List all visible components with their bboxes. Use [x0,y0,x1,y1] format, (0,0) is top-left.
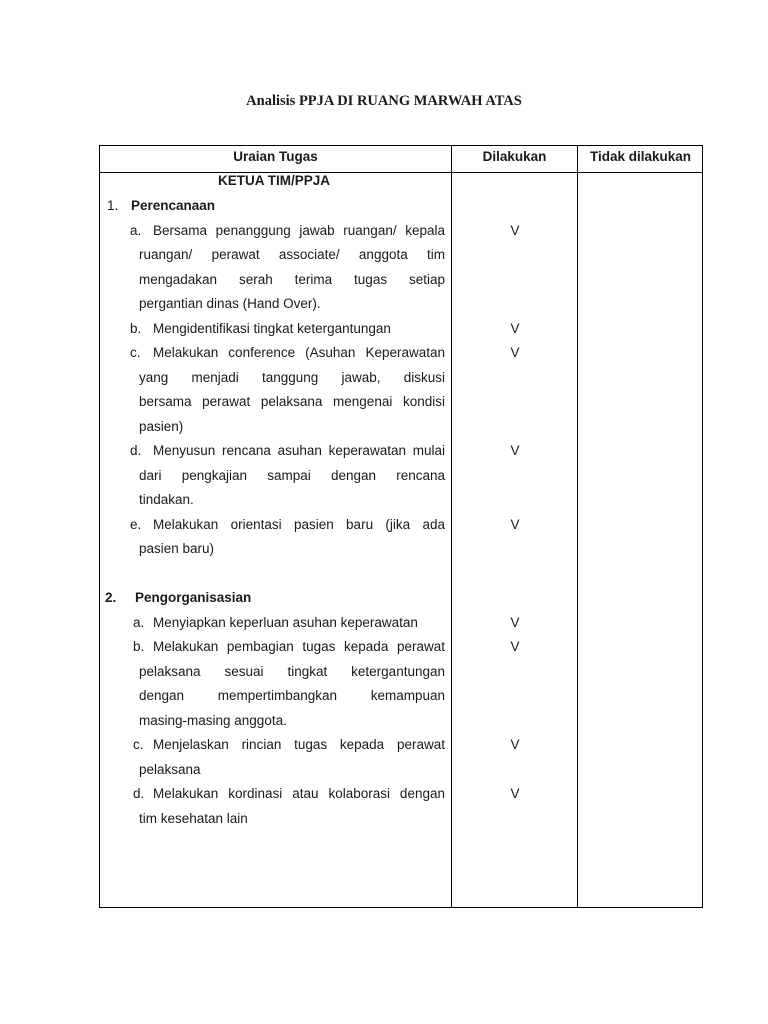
item-text-line: tindakan. [139,492,194,507]
item-text-line: Melakukan orientasi pasien baru (jika ada [153,516,445,532]
document-title: Analisis PPJA DI RUANG MARWAH ATAS [246,93,522,109]
item-text-line: tim kesehatan lain [139,810,248,826]
item-text-line: mengadakan serah terima tugas setiap [139,271,445,287]
item-text-line: dengan mempertimbangkan kemampuan [139,688,445,703]
dilakukan-mark: V [510,614,520,630]
analysis-table [99,145,703,908]
dilakukan-mark: V [510,516,520,532]
column-header-tidak-dilakukan: Tidak dilakukan [589,149,692,164]
section-heading: Perencanaan [131,198,216,213]
item-text-line: Melakukan kordinasi atau kolaborasi dengan [153,786,445,801]
item-letter: d. [133,786,145,801]
section-heading: Pengorganisasian [135,590,252,605]
item-text-line: masing-masing anggota. [139,712,287,728]
dilakukan-mark: V [510,737,520,752]
dilakukan-mark: V [510,786,520,801]
item-text-line: Menyiapkan keperluan asuhan keperawatan [153,614,418,630]
dilakukan-mark: V [510,443,520,458]
item-text-line: bersama perawat pelaksana mengenai kondisi [139,394,445,409]
dilakukan-mark: V [510,345,520,360]
item-letter: d. [130,443,142,458]
item-text-line: Menyusun rencana asuhan keperawatan mulai [153,443,445,458]
dilakukan-mark: V [510,639,520,654]
item-text-line: ruangan/ perawat associate/ anggota tim [139,247,445,262]
item-letter: c. [133,737,144,752]
dilakukan-mark: V [510,222,520,238]
item-text-line: dari pengkajian sampai dengan rencana [139,467,445,483]
column-header-dilakukan: Dilakukan [482,149,547,164]
item-letter: a. [133,614,145,630]
item-letter: b. [133,639,145,654]
role-heading: KETUA TIM/PPJA [218,173,331,188]
item-text-line: Bersama penanggung jawab ruangan/ kepala [153,222,445,238]
item-text-line: pelaksana sesuai tingkat ketergantungan [139,663,445,679]
item-text-line: yang menjadi tanggung jawab, diskusi [139,369,445,385]
section-number: 2. [105,590,117,605]
item-text-line: pasien) [139,418,184,434]
item-text-line: Melakukan pembagian tugas kepada perawat [153,639,445,654]
item-text-line: pelaksana [139,761,201,777]
column-header-uraian: Uraian Tugas [233,149,318,164]
item-text-line: Melakukan conference (Asuhan Keperawatan [153,345,445,360]
item-letter: c. [130,345,141,360]
item-text-line: pasien baru) [139,541,215,556]
header-divider [100,172,702,173]
section-number: 1. [107,198,119,213]
item-letter: a. [130,222,142,238]
dilakukan-mark: V [510,320,520,336]
item-letter: b. [130,320,142,336]
item-text-line: Mengidentifikasi tingkat ketergantungan [153,320,391,336]
item-text-line: Menjelaskan rincian tugas kepada perawat [153,737,445,752]
item-text-line: pergantian dinas (Hand Over). [139,296,321,311]
item-letter: e. [130,516,142,532]
